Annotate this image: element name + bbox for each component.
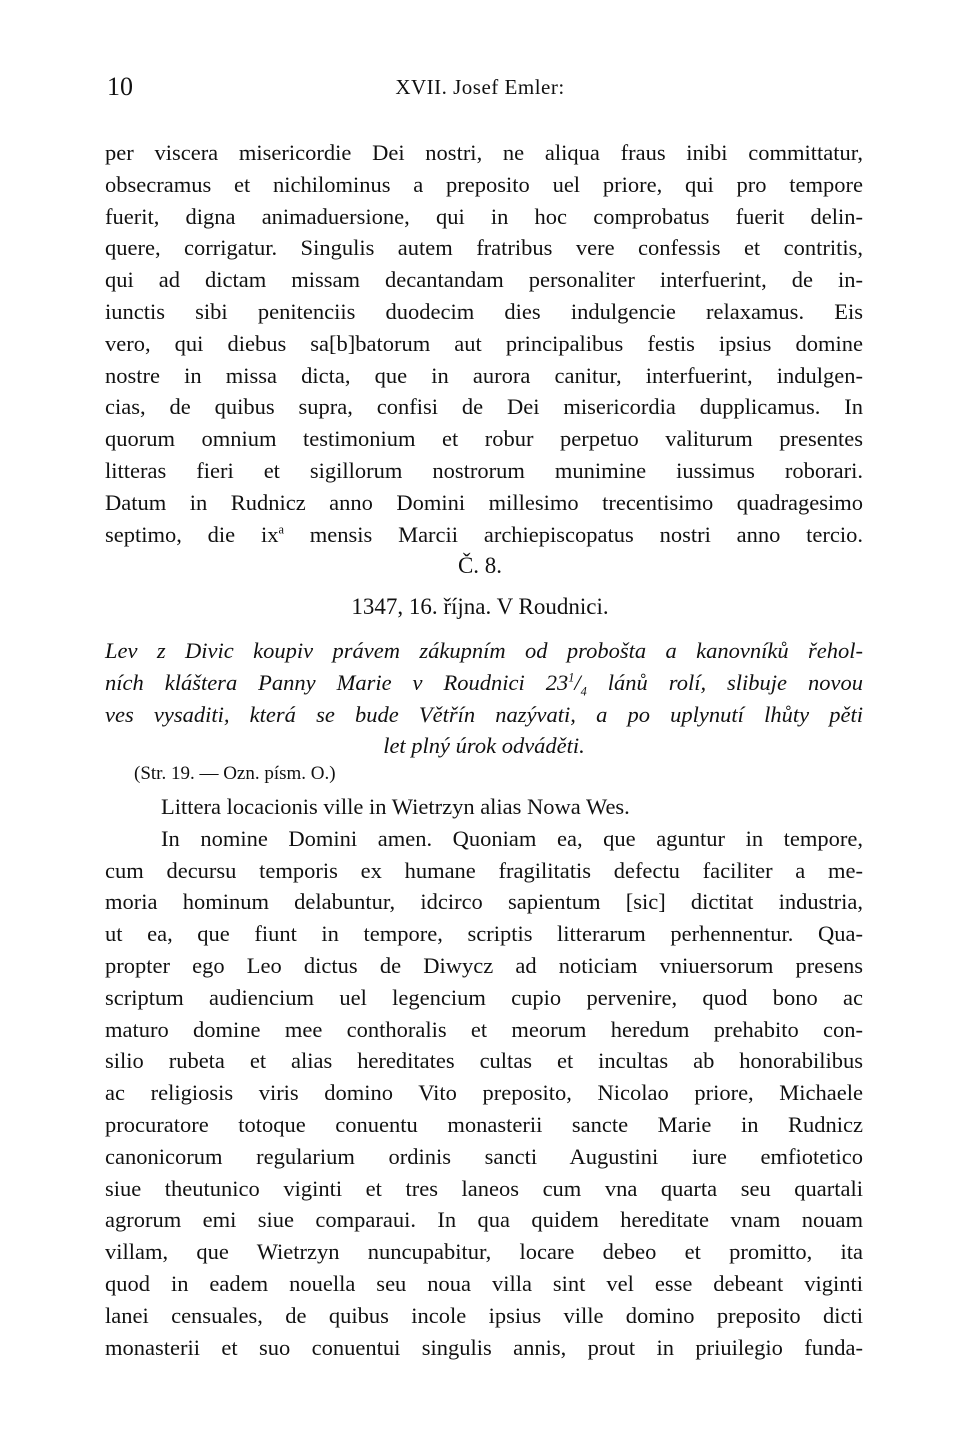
text-line: canonicorum regularium ordinis sancti Augustini iure emfiotetico [105,1143,863,1169]
text-line: quere, corrigatur. Singulis autem fratribus vere confessis et contritis, [105,235,863,261]
text-line: fuerit, digna animaduersione, qui in hoc comprobatus fuerit delin- [105,203,863,229]
text-line: litteras fieri et sigillorum nostrorum munimine iussimus roborari. [105,457,863,483]
text-line: qui ad dictam missam decantandam personaliter interfuerint, de in- [105,267,863,293]
text-line: villam, que Wietrzyn nuncupabitur, locare debeo et promitto, ita [105,1239,863,1265]
text-line: monasterii et suo conuentui singulis annis, prout in priuilegio funda- [105,1334,863,1360]
continuation-paragraph [105,137,863,550]
text-line: ut ea, que fiunt in tempore, scriptis litterarum perhennentur. Qua- [105,921,863,947]
document-date-place: 1347, 16. října. V Roudnici. [351,594,609,619]
text-line: per viscera misericordie Dei nostri, ne aliqua fraus inibi committatur, [105,140,863,165]
page-number: 10 [107,72,133,101]
text-segment: mensis Marcii archiepiscopatus nostri anno tercio. [283,521,863,547]
text-line: silio rubeta et alias hereditates cultas et incultas ab honorabilibus [105,1048,863,1074]
regest-line: ves vysaditi, která se bude Větřín nazývati, a po uplynutí lhůty pěti [105,701,863,727]
text-line: In nomine Domini amen. Quoniam ea, que aguntur in tempore, [161,825,863,851]
text-line: siue theutunico viginti et tres laneos cum vna quarta seu quartali [105,1175,863,1201]
fraction-slash: / [574,669,581,695]
regest-line: let plný úrok odváděti. [383,733,585,759]
text-line: agrorum emi siue comparaui. In qua quidem hereditate vnam nouam [105,1207,863,1233]
text-segment: septimo, die ix [105,521,279,547]
fraction-numerator: 1 [568,670,575,685]
text-line: quorum omnium testimonium et robur perpetuo valiturum presentes [105,426,863,452]
regest-line: Lev z Divic koupiv právem zákupním od probošta a kanovníků řehol- [105,638,863,663]
document-body [105,791,863,1363]
text-line: lanei censuales, de quibus incole ipsius ville domino preposito dicti [105,1302,863,1328]
text-line [105,519,863,551]
text-line: ac religiosis viris domino Vito preposito, Nicolao priore, Michaele [105,1080,863,1106]
regest [105,635,863,762]
text-line: moria hominum delabuntur, idcirco sapientum [sic] dictitat industria, [105,889,863,915]
text-line: scriptum audiencium uel legencium cupio pervenire, quod bono ac [105,984,863,1010]
text-line: maturo domine mee conthoralis et meorum heredum prehabito con- [105,1016,863,1042]
text-line: propter ego Leo dictus de Diwycz ad noticiam vniuersorum presens [105,952,863,978]
text-line: Datum in Rudnicz anno Domini millesimo trecentisimo quadragesimo [105,489,863,515]
text-line: nostre in missa dicta, que in aurora canitur, interfuerint, indulgen- [105,362,863,388]
running-head: XVII. Josef Emler: [395,75,565,99]
text-line: iunctis sibi penitenciis duodecim dies indulgencie relaxamus. Eis [105,298,863,324]
text-line: quod in eadem nouella seu noua villa sint vel esse debeant viginti [105,1270,863,1296]
document-number: Č. 8. [457,553,503,578]
text-line: obsecramus et nichilominus a preposito uel priore, qui pro tempore [105,171,863,197]
source-note: (Str. 19. — Ozn. písm. O.) [134,763,336,784]
text-line: vero, qui diebus sa[b]batorum aut principalibus festis ipsius domine [105,330,863,356]
fraction-denominator: 4 [580,684,587,699]
text-line: cum decursu temporis ex humane fragilitatis defectu faciliter a me- [105,857,863,883]
document-title-line: Littera locacionis ville in Wietrzyn alias Nowa Wes. [161,794,630,819]
regest-line [105,667,863,699]
text-segment: ních kláštera Panny Marie v Roudnici 23 [105,669,569,695]
text-segment: lánů rolí, slibuje novou [586,669,863,695]
superscript: a [278,522,284,537]
text-line: procuratore totoque conuentu monasterii sancte Marie in Rudnicz [105,1111,863,1137]
text-line: cias, de quibus supra, confisi de Dei misericordia dupplicamus. In [105,394,863,420]
